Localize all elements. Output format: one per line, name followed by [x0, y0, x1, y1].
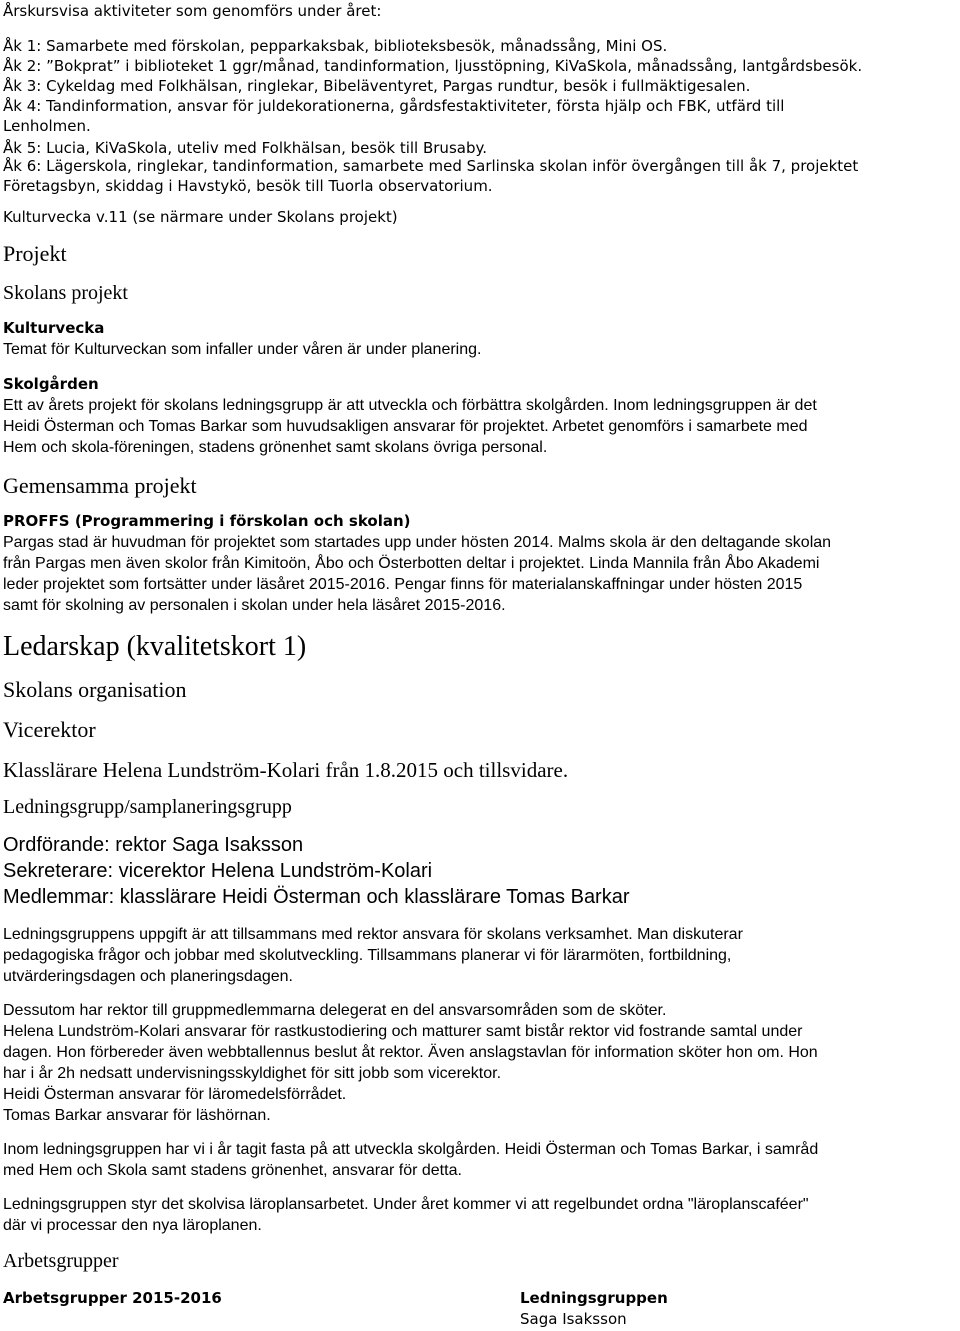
grade-6-line: Åk 6: Lägerskola, ringlekar, tandinformation, samarbete med Sarlinska skolan inför övergången till åk 7, projektet — [3, 157, 859, 175]
proffs-line-4: samt för skolning av personalen i skolan under hela läsåret 2015-2016. — [3, 597, 506, 614]
proffs-line-2: från Pargas men även skolor från Kimitoön, Åbo och Österbotten deltar i projektet. Linda Mannila från Åbo Akademi — [3, 555, 820, 572]
skolgarden-title: Skolgården — [3, 375, 99, 393]
grade-4-line: Åk 4: Tandinformation, ansvar för juldekorationerna, gårdsfestaktiviteter, första hjälp och FBK, utfärd till — [3, 97, 785, 115]
subsection-title-leadership-group: Ledningsgrupp/samplaneringsgrupp — [3, 796, 292, 818]
kulturvecka-title: Kulturvecka — [3, 319, 105, 337]
grade-2-line: Åk 2: ”Bokprat” i biblioteket 1 ggr/månad, tandinformation, ljusstöpning, KiVaSkola, månadssång, lantgårdsbesök. — [3, 57, 863, 75]
vicerektor-text: Klasslärare Helena Lundström-Kolari från 1.8.2015 och tillsvidare. — [3, 758, 569, 782]
subsection-title-school-projects: Skolans projekt — [3, 282, 128, 304]
skolgarden-line-1: Ett av årets projekt för skolans ledningsgrupp är att utveckla och förbättra skolgården. Inom ledningsgruppen är det — [3, 397, 817, 414]
para2-line-1: Dessutom har rektor till gruppmedlemmarna delegerat en del ansvarsområden som de sköter. — [3, 1002, 667, 1019]
para1-line-1: Ledningsgruppens uppgift är att tillsammans med rektor ansvara för skolans verksamhet. Man diskuterar — [3, 926, 743, 943]
para3-line-1: Inom ledningsgruppen har vi i år tagit fasta på att utveckla skolgården. Heidi Österman och Tomas Barkar, i samråd — [3, 1141, 819, 1158]
skolgarden-line-3: Hem och skola-föreningen, stadens grönenhet samt skolans övriga personal. — [3, 439, 548, 456]
workgroups-column-header: Arbetsgrupper 2015-2016 — [3, 1289, 222, 1307]
para2-line-2: Helena Lundström-Kolari ansvarar för rastkustodiering och matturer samt bistår rektor vid fostrande samtal under — [3, 1023, 803, 1040]
member-members: Medlemmar: klasslärare Heidi Österman och klasslärare Tomas Barkar — [3, 886, 630, 908]
para2-line-3: dagen. Hon förbereder även webbtallennus beslut åt rektor. Även anslagstavlan för information sköter hon om. Hon — [3, 1044, 818, 1061]
para1-line-2: pedagogiska frågor och jobbar med skolutveckling. Tillsammans planerar vi för lärarmöten, fortbildning, — [3, 947, 732, 964]
proffs-line-1: Pargas stad är huvudman för projektet som startades upp under hösten 2014. Malms skola är den deltagande skolan — [3, 534, 832, 551]
kulturvecka-text: Temat för Kulturveckan som infaller under våren är under planering. — [3, 341, 482, 358]
culture-week-note: Kulturvecka v.11 (se närmare under Skolans projekt) — [3, 208, 398, 226]
para1-line-3: utvärderingsdagen och planeringsdagen. — [3, 968, 293, 985]
grade-5-line: Åk 5: Lucia, KiVaSkola, uteliv med Folkhälsan, besök till Brusaby. — [3, 139, 487, 157]
para2-line-5: Heidi Österman ansvarar för läromedelsförrådet. — [3, 1086, 347, 1103]
para4-line-2: där vi processar den nya läroplanen. — [3, 1217, 262, 1234]
subsection-title-organisation: Skolans organisation — [3, 677, 187, 702]
grade-3-line: Åk 3: Cykeldag med Folkhälsan, ringlekar, Bibeläventyret, Pargas rundtur, besök i fullmäktigesalen. — [3, 77, 751, 95]
member-secretary: Sekreterare: vicerektor Helena Lundström-Kolari — [3, 860, 433, 882]
section-title-ledarskap: Ledarskap (kvalitetskort 1) — [3, 631, 307, 662]
skolgarden-line-2: Heidi Österman och Tomas Barkar som huvudsakligen ansvarar för projektet. Arbetet genomförs i samarbete med — [3, 418, 808, 435]
leadership-group-member: Saga Isaksson — [520, 1310, 627, 1328]
para4-line-1: Ledningsgruppen styr det skolvisa läroplansarbetet. Under året kommer vi att regelbundet ordna "läroplanscaféer" — [3, 1196, 809, 1213]
proffs-title: PROFFS (Programmering i förskolan och skolan) — [3, 512, 411, 530]
grade-6-line-cont: Företagsbyn, skiddag i Havstykö, besök till Tuorla observatorium. — [3, 177, 493, 195]
grade-1-line: Åk 1: Samarbete med förskolan, pepparkaksbak, biblioteksbesök, månadssång, Mini OS. — [3, 37, 668, 55]
section-title-arbetsgrupper: Arbetsgrupper — [3, 1250, 119, 1272]
leadership-group-column-header: Ledningsgruppen — [520, 1289, 668, 1307]
proffs-line-3: leder projektet som fortsätter under läsåret 2015-2016. Pengar finns för materialanskaffningar under hösten 2015 — [3, 576, 803, 593]
subsection-title-joint-projects: Gemensamma projekt — [3, 473, 197, 498]
annual-activities-heading: Årskursvisa aktiviteter som genomförs under året: — [3, 2, 382, 20]
para2-line-4: har i år 2h nedsatt undervisningsskyldighet för sitt jobb som vicerektor. — [3, 1065, 502, 1082]
member-chair: Ordförande: rektor Saga Isaksson — [3, 834, 304, 856]
grade-4-line-cont: Lenholmen. — [3, 117, 91, 135]
para2-line-6: Tomas Barkar ansvarar för läshörnan. — [3, 1107, 271, 1124]
para3-line-2: med Hem och Skola samt stadens grönenhet, ansvarar för detta. — [3, 1162, 462, 1179]
section-title-projekt: Projekt — [3, 241, 67, 266]
subsection-title-vicerektor: Vicerektor — [3, 717, 96, 742]
